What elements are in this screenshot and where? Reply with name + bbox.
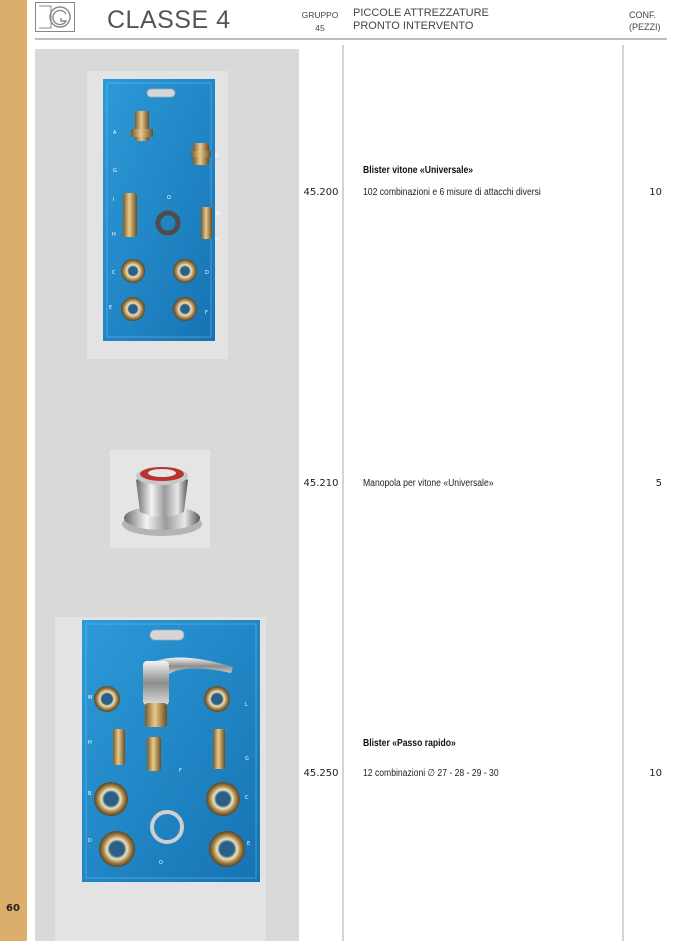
item-code: 45.200 xyxy=(303,187,339,198)
blister1-label-e: E xyxy=(109,305,113,311)
blister1-label-f: F xyxy=(205,310,208,316)
group-header xyxy=(298,9,342,35)
item-description: 12 combinazioni ∅ 27 - 28 - 29 - 30 xyxy=(363,768,499,779)
blister2-label-m: M xyxy=(88,695,93,701)
blister2-label-h: H xyxy=(88,740,92,746)
item-code: 45.250 xyxy=(303,768,339,779)
group-label: GRUPPO xyxy=(301,10,339,20)
item-title: Blister vitone «Universale» xyxy=(363,164,474,176)
blister2-label-l: L xyxy=(245,702,248,708)
item-description: 102 combinazioni e 6 misure di attacchi diversi xyxy=(363,187,541,198)
blister-universale-photo xyxy=(87,71,228,359)
blister2-label-f: F xyxy=(179,768,182,774)
blister2-label-g: G xyxy=(245,756,249,762)
left-color-strip xyxy=(0,0,27,941)
blister2-label-c: C xyxy=(245,795,249,801)
blister1-label-i: I xyxy=(113,197,115,203)
section-title xyxy=(353,7,489,33)
section-title-line1: PICCOLE ATTREZZATURE xyxy=(353,7,489,19)
blister2-label-b: B xyxy=(88,791,92,797)
conf-header-line1: CONF. xyxy=(629,10,656,20)
section-title-line2: PRONTO INTERVENTO xyxy=(353,20,474,32)
page-number: 60 xyxy=(6,903,20,914)
blister1-label-c: C xyxy=(112,270,116,276)
blister1-label-g: G xyxy=(113,168,117,174)
item-code: 45.210 xyxy=(303,478,339,489)
conf-header xyxy=(629,9,661,33)
blister1-label-a: A xyxy=(113,130,117,136)
blister1-label-n: N xyxy=(216,211,220,217)
blister1-label-b: B xyxy=(215,153,219,159)
blister-passo-rapido-photo xyxy=(55,617,266,941)
manopola-photo xyxy=(110,450,210,548)
blister1-label-d: D xyxy=(205,270,209,276)
item-quantity: 5 xyxy=(655,478,662,489)
blister1-label-m: M xyxy=(215,237,220,243)
blister2-label-e: E xyxy=(247,841,251,847)
column-divider xyxy=(342,45,344,941)
brand-logo-icon xyxy=(35,2,75,32)
blister1-label-h: H xyxy=(112,232,116,238)
item-title: Blister «Passo rapido» xyxy=(363,737,456,749)
item-quantity: 10 xyxy=(649,768,662,779)
class-title: CLASSE 4 xyxy=(107,6,231,34)
blister2-label-o: O xyxy=(159,860,163,866)
column-divider xyxy=(622,45,624,941)
blister2-label-d: D xyxy=(88,838,92,844)
conf-header-line2: (PEZZI) xyxy=(629,22,661,32)
item-description: Manopola per vitone «Universale» xyxy=(363,478,494,489)
group-number: 45 xyxy=(315,23,325,33)
blister1-label-o: O xyxy=(167,195,171,201)
header-divider xyxy=(35,38,667,40)
item-quantity: 10 xyxy=(649,187,662,198)
